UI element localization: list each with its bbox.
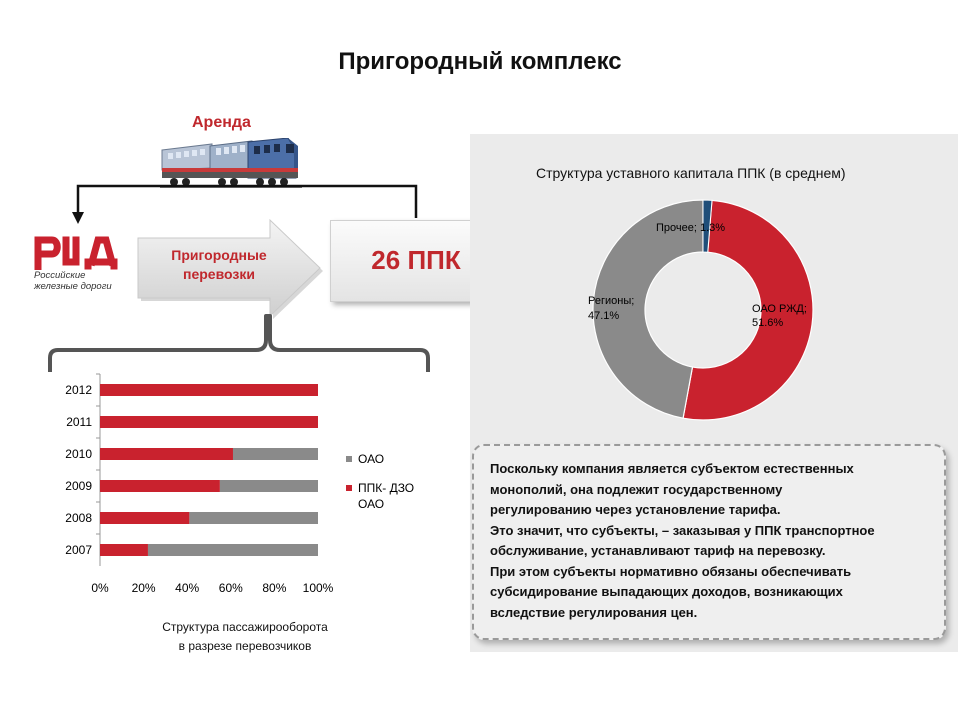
- x-tick-label: 80%: [262, 581, 287, 595]
- tariff-note-text: [490, 459, 935, 623]
- note-line: При этом субъекты нормативно обязаны обеспечивать: [490, 563, 852, 579]
- y-tick-label: 2008: [65, 511, 92, 525]
- y-tick-label: 2010: [65, 447, 92, 461]
- note-line: регулированию через установление тарифа.: [490, 502, 781, 517]
- donut-label: Прочее; 1.3%: [656, 222, 726, 234]
- bar-segment: [189, 512, 318, 524]
- note-line: Поскольку компания является субъектом естественных: [490, 461, 854, 476]
- note-line: субсидирование выпадающих доходов, возникающих: [490, 584, 843, 599]
- bar-segment: [100, 512, 189, 524]
- note-line: Это значит, что субъекты, – заказывая у ППК транспортное: [490, 522, 875, 538]
- bar-plot-area: [46, 372, 432, 568]
- x-tick-label: 100%: [302, 581, 334, 595]
- donut-label: Регионы;: [588, 295, 635, 307]
- donut-value-label: 51.6%: [752, 317, 784, 329]
- page-title: Пригородный комплекс: [338, 48, 622, 75]
- x-tick-label: 20%: [131, 581, 156, 595]
- note-line: вследствие регулирования цен.: [490, 604, 698, 620]
- bar-caption-line2: в разрезе перевозчиков: [178, 639, 312, 653]
- bar-segment: [100, 384, 318, 396]
- rzd-logo-subtitle: [34, 270, 112, 292]
- suburban-arrow-label: [140, 246, 298, 284]
- x-tick-label: 60%: [218, 581, 243, 595]
- bar-chart-caption: [120, 618, 370, 656]
- bar-segment: [100, 416, 318, 428]
- donut-title: Структура уставного капитала ППК (в среднем): [536, 165, 846, 181]
- lease-label: Аренда: [192, 114, 251, 131]
- donut-label: ОАО РЖД;: [752, 303, 807, 315]
- arrow-label-line1: Пригородные: [171, 247, 267, 263]
- bar-segment: [100, 480, 220, 492]
- ppk-count: 26 ППК: [371, 245, 461, 275]
- donut-value-label: 47.1%: [588, 310, 620, 322]
- x-tick-label: 40%: [175, 581, 200, 595]
- y-tick-label: 2012: [65, 383, 92, 397]
- legend-label: ОАО: [358, 452, 385, 466]
- bar-caption-line1: Структура пассажирооборота: [162, 620, 328, 634]
- legend-swatch: [346, 456, 352, 462]
- note-line: обслуживание, устанавливают тариф на перевозку.: [490, 543, 826, 558]
- y-tick-label: 2009: [65, 479, 92, 493]
- x-tick-label: 0%: [91, 581, 109, 595]
- rzd-subtitle-line1: Российские: [34, 270, 86, 281]
- bar-segment: [220, 480, 318, 492]
- legend-label: ППК- ДЗО ОАО: [358, 481, 415, 511]
- bar-segment: [233, 448, 318, 460]
- bar-segment: [100, 448, 233, 460]
- rzd-logo-icon: [32, 232, 128, 270]
- note-line: монополий, она подлежит государственному: [490, 481, 783, 497]
- bar-segment: [148, 544, 318, 556]
- capital-donut-chart: [470, 190, 958, 440]
- legend-swatch: [346, 485, 352, 491]
- rzd-subtitle-line2: железные дороги: [34, 281, 112, 292]
- arrow-label-line2: перевозки: [183, 266, 255, 282]
- passenger-turnover-chart: [40, 372, 440, 598]
- y-tick-label: 2007: [65, 543, 92, 557]
- y-tick-label: 2011: [66, 415, 92, 429]
- bar-segment: [100, 544, 148, 556]
